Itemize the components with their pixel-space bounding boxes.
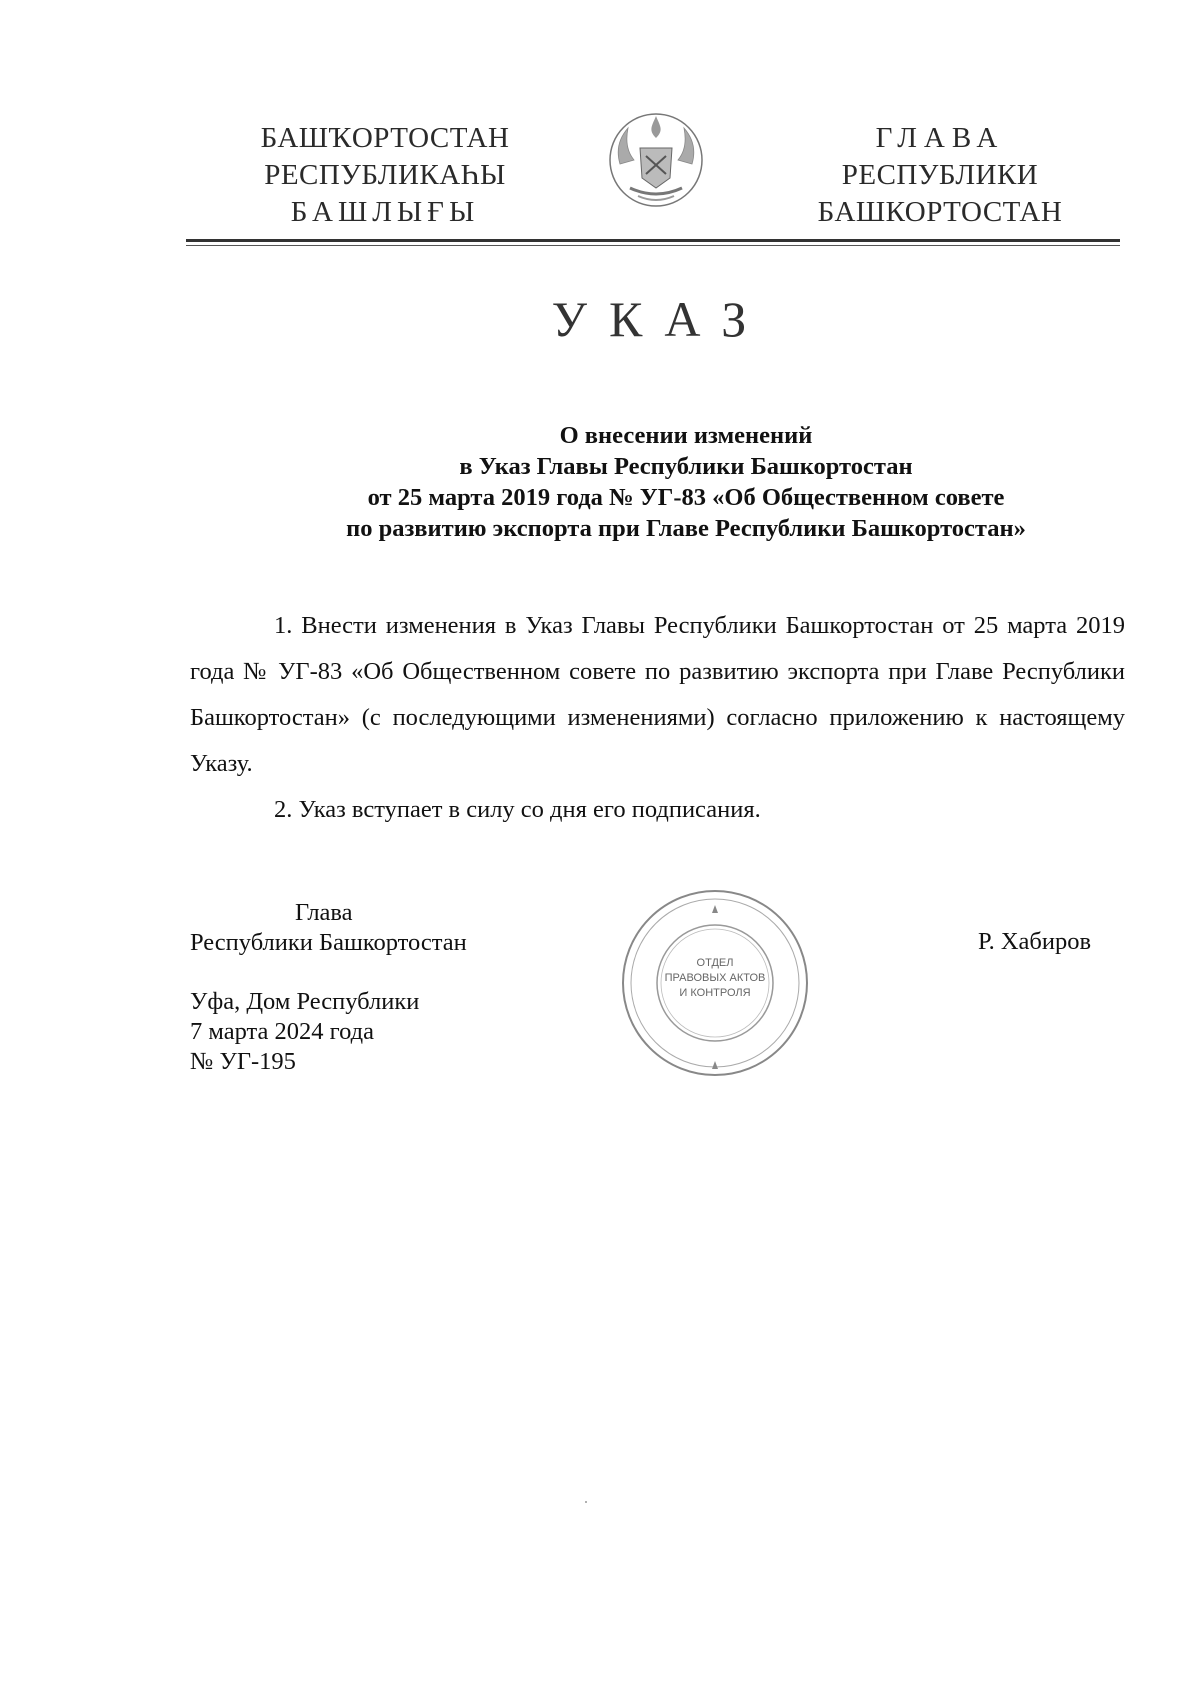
header-right-line-1: ГЛАВА xyxy=(875,122,1005,154)
place-and-date xyxy=(190,987,419,1077)
issue-date: 7 марта 2024 года xyxy=(190,1018,374,1045)
signatory-position xyxy=(190,898,467,958)
official-stamp-icon xyxy=(615,875,815,1095)
header-divider-thick xyxy=(186,239,1120,242)
paragraph-2: 2. Указ вступает в силу со дня его подписания. xyxy=(274,796,761,823)
signatory-position-line-2: Республики Башкортостан xyxy=(190,929,467,956)
stamp-center-line-3: И КОНТРОЛЯ xyxy=(679,987,751,999)
title-line-4: по развитию экспорта при Главе Республики Башкортостан» xyxy=(346,515,1026,542)
signatory-name: Р. Хабиров xyxy=(978,928,1092,955)
stamp-center-line-1: ОТДЕЛ xyxy=(696,957,734,969)
header-left-line-3: БАШЛЫҒЫ xyxy=(290,196,480,228)
stamp-center-line-2: ПРАВОВЫХ АКТОВ xyxy=(664,972,766,984)
document-type: УКАЗ xyxy=(551,291,769,347)
document-body xyxy=(190,603,1125,833)
document-title xyxy=(186,420,1186,544)
title-line-2: в Указ Главы Республики Башкортостан xyxy=(459,453,913,480)
header-left-line-1: БАШҠОРТОСТАН xyxy=(260,122,510,154)
header-bashkir-title xyxy=(240,120,530,231)
scan-speck xyxy=(585,1501,587,1503)
header-russian-title xyxy=(790,120,1090,231)
header-right-line-2: РЕСПУБЛИКИ xyxy=(841,159,1039,191)
coat-of-arms-icon xyxy=(600,104,712,212)
signatory-position-line-1: Глава xyxy=(295,899,353,926)
document-number: № УГ-195 xyxy=(190,1048,296,1075)
header-divider-thin xyxy=(186,245,1120,246)
title-line-3: от 25 марта 2019 года № УГ-83 «Об Общественном совете xyxy=(367,484,1005,511)
title-line-1: О внесении изменений xyxy=(559,422,813,449)
issue-place: Уфа, Дом Республики xyxy=(190,988,420,1015)
header-right-line-3: БАШКОРТОСТАН xyxy=(817,196,1063,228)
header-left-line-2: РЕСПУБЛИКАҺЫ xyxy=(264,159,506,191)
paragraph-1: 1. Внести изменения в Указ Главы Республики Башкортостан от 25 марта 2019 года № УГ-83 «Об Общественном совете по развитию экспорта при Главе Республики Башкортостан» (с последующими изменениями) согласно приложению к настоящему Указу. xyxy=(190,612,1125,777)
